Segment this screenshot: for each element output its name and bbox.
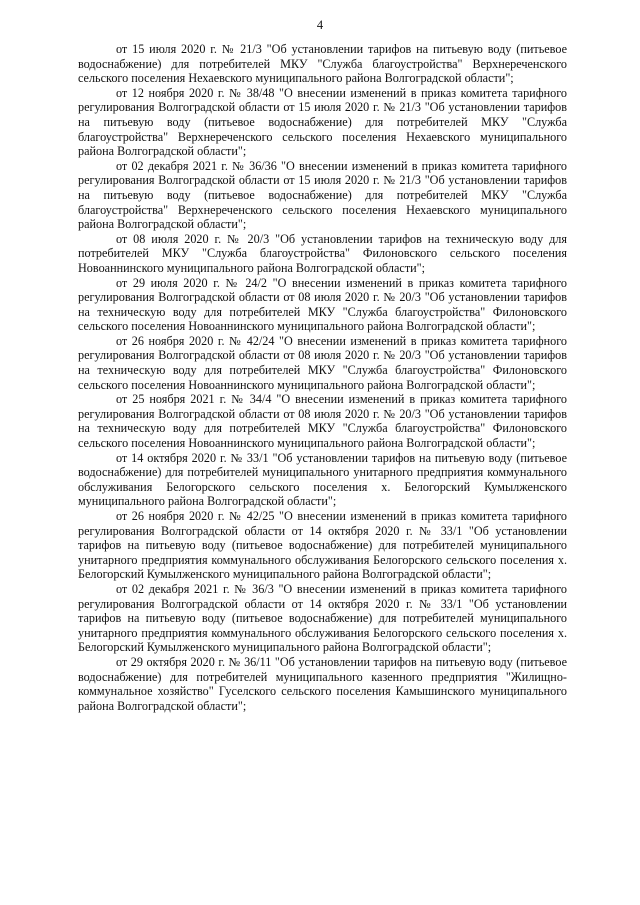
paragraph: от 12 ноября 2020 г. № 38/48 "О внесении изменений в приказ комитета тарифного регулирования Волгоградской области от 15 июля 2020 г. № 21/3 "Об установлении тарифов на питьевую воду (питьевое водоснабжение) для потребителей МКУ "Служба благоустройства" Верхнереченского сельского поселения Нехаевского муниципального района Волгоградской области"; [78, 85, 567, 159]
document-body [78, 42, 567, 713]
paragraph: от 29 октября 2020 г. № 36/11 "Об установлении тарифов на питьевую воду (питьевое водоснабжение) для потребителей муниципального казенного предприятия "Жилищно-коммунальное хозяйство" Гуселского сельского поселения Камышинского муниципального района Волгоградской области"; [78, 654, 567, 713]
paragraph: от 26 ноября 2020 г. № 42/24 "О внесении изменений в приказ комитета тарифного регулирования Волгоградской области от 08 июля 2020 г. № 20/3 "Об установлении тарифов на техническую воду для потребителей МКУ "Служба благоустройства" Филоновского сельского поселения Новоаннинского муниципального района Волгоградской области"; [78, 333, 567, 392]
page-number: 4 [316, 18, 324, 32]
paragraph: от 02 декабря 2021 г. № 36/36 "О внесении изменений в приказ комитета тарифного регулирования Волгоградской области от 15 июля 2020 г. № 21/3 "Об установлении тарифов на питьевую воду (питьевое водоснабжение) для потребителей МКУ "Служба благоустройства" Верхнереченского сельского поселения Нехаевского муниципального района Волгоградской области"; [78, 158, 567, 232]
paragraph: от 02 декабря 2021 г. № 36/3 "О внесении изменений в приказ комитета тарифного регулирования Волгоградской области от 14 октября 2020 г. № 33/1 "Об установлении тарифов на питьевую воду (питьевое водоснабжение) для потребителей муниципального унитарного предприятия коммунального обслуживания Белогорского сельского поселения х. Белогорский Кумылженского муниципального района Волгоградской области"; [78, 581, 567, 655]
paragraph: от 25 ноября 2021 г. № 34/4 "О внесении изменений в приказ комитета тарифного регулирования Волгоградской области от 08 июля 2020 г. № 20/3 "Об установлении тарифов на техническую воду для потребителей МКУ "Служба благоустройства" Филоновского сельского поселения Новоаннинского муниципального района Волгоградской области"; [78, 392, 567, 451]
paragraph: от 14 октября 2020 г. № 33/1 "Об установлении тарифов на питьевую воду (питьевое водоснабжение) для потребителей муниципального унитарного предприятия коммунального обслуживания Белогорского сельского поселения х. Белогорский Кумылженского муниципального района Волгоградской области"; [78, 450, 567, 509]
paragraph: от 08 июля 2020 г. № 20/3 "Об установлении тарифов на техническую воду для потребителей МКУ "Служба благоустройства" Филоновского сельского поселения Новоаннинского муниципального района Волгоградской области"; [78, 231, 567, 275]
paragraph: от 29 июля 2020 г. № 24/2 "О внесении изменений в приказ комитета тарифного регулирования Волгоградской области от 08 июля 2020 г. № 20/3 "Об установлении тарифов на техническую воду для потребителей МКУ "Служба благоустройства" Филоновского сельского поселения Новоаннинского муниципального района Волгоградской области"; [78, 275, 567, 334]
paragraph: от 26 ноября 2020 г. № 42/25 "О внесении изменений в приказ комитета тарифного регулирования Волгоградской области от 14 октября 2020 г. № 33/1 "Об установлении тарифов на питьевую воду (питьевое водоснабжение) для потребителей муниципального унитарного предприятия коммунального обслуживания Белогорского сельского поселения х. Белогорский Кумылженского муниципального района Волгоградской области"; [78, 509, 567, 582]
paragraph: от 15 июля 2020 г. № 21/3 "Об установлении тарифов на питьевую воду (питьевое водоснабжение) для потребителей МКУ "Служба благоустройства" Верхнереченского сельского поселения Нехаевского муниципального района Волгоградской области"; [78, 42, 567, 86]
